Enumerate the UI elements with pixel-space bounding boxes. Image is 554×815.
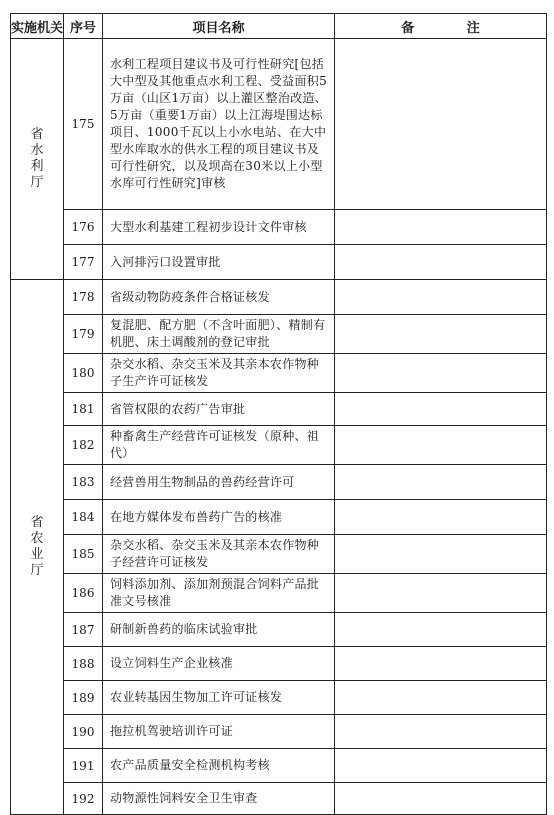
row-number: 176: [64, 210, 103, 245]
item-name: 经营兽用生物制品的兽药经营许可: [103, 465, 335, 500]
remark-cell: [335, 681, 547, 715]
table-row: [11, 613, 547, 647]
remark-cell: [335, 315, 547, 354]
row-number: 184: [64, 500, 103, 535]
header-remark: 备 注: [335, 14, 547, 39]
remark-cell: [335, 354, 547, 393]
remark-cell: [335, 465, 547, 500]
agency-cell-agriculture: 省农业厅: [11, 280, 64, 815]
agency-cell-water: 省水利厅: [11, 39, 64, 280]
remark-cell: [335, 426, 547, 465]
remark-cell: [335, 535, 547, 574]
header-item-name: 项目名称: [103, 14, 335, 39]
item-name: 研制新兽药的临床试验审批: [103, 613, 335, 647]
row-number: 175: [64, 39, 103, 210]
remark-cell: [335, 749, 547, 783]
row-number: 177: [64, 245, 103, 280]
table-row: [11, 574, 547, 613]
row-number: 190: [64, 715, 103, 749]
remark-cell: [335, 574, 547, 613]
row-number: 180: [64, 354, 103, 393]
table-row: [11, 354, 547, 393]
row-number: 186: [64, 574, 103, 613]
remark-cell: [335, 715, 547, 749]
table-header-row: [11, 14, 547, 39]
table-row: [11, 210, 547, 245]
row-number: 183: [64, 465, 103, 500]
item-name: 杂交水稻、杂交玉米及其亲本农作物种子经营许可证核发: [103, 535, 335, 574]
table-row: [11, 315, 547, 354]
item-name: 杂交水稻、杂交玉米及其亲本农作物种子生产许可证核发: [103, 354, 335, 393]
remark-cell: [335, 280, 547, 315]
item-name: 农业转基因生物加工许可证核发: [103, 681, 335, 715]
remark-cell: [335, 613, 547, 647]
item-name: 在地方媒体发布兽药广告的核准: [103, 500, 335, 535]
table-row: [11, 465, 547, 500]
row-number: 192: [64, 783, 103, 815]
remark-cell: [335, 210, 547, 245]
row-number: 189: [64, 681, 103, 715]
remark-cell: [335, 500, 547, 535]
table-row: [11, 749, 547, 783]
row-number: 191: [64, 749, 103, 783]
table-row: [11, 681, 547, 715]
table-row: [11, 39, 547, 210]
item-name: 水利工程项目建议书及可行性研究[包括大中型及其他重点水利工程、受益面积5万亩（山区1万亩）以上灌区整治改造、5万亩（重要1万亩）以上江海堤围达标项目、1000千瓦以上小水电站、在大中型水库取水的供水工程的项目建议书及可行性研究，以及坝高在30米以上小型水库可行性研究]审核: [103, 39, 335, 210]
row-number: 178: [64, 280, 103, 315]
approval-items-table: [10, 13, 547, 815]
item-name: 动物源性饲料安全卫生审查: [103, 783, 335, 815]
item-name: 设立饲料生产企业核准: [103, 647, 335, 681]
item-name: 大型水利基建工程初步设计文件审核: [103, 210, 335, 245]
row-number: 188: [64, 647, 103, 681]
table-row: [11, 500, 547, 535]
approval-items-table-sheet: [10, 13, 546, 806]
remark-cell: [335, 245, 547, 280]
item-name: 农产品质量安全检测机构考核: [103, 749, 335, 783]
table-row: [11, 393, 547, 426]
table-row: [11, 426, 547, 465]
item-name: 拖拉机驾驶培训许可证: [103, 715, 335, 749]
remark-cell: [335, 783, 547, 815]
item-name: 复混肥、配方肥（不含叶面肥）、精制有机肥、床土调酸剂的登记审批: [103, 315, 335, 354]
header-number: 序号: [64, 14, 103, 39]
item-name: 省级动物防疫条件合格证核发: [103, 280, 335, 315]
remark-cell: [335, 393, 547, 426]
row-number: 181: [64, 393, 103, 426]
table-row: [11, 647, 547, 681]
item-name: 省管权限的农药广告审批: [103, 393, 335, 426]
row-number: 187: [64, 613, 103, 647]
table-row: [11, 715, 547, 749]
item-name: 入河排污口设置审批: [103, 245, 335, 280]
remark-cell: [335, 647, 547, 681]
table-row: [11, 245, 547, 280]
item-name: 饲料添加剂、添加剂预混合饲料产品批准文号核准: [103, 574, 335, 613]
table-row: [11, 280, 547, 315]
row-number: 182: [64, 426, 103, 465]
row-number: 179: [64, 315, 103, 354]
header-agency: 实施机关: [11, 14, 64, 39]
table-row: [11, 783, 547, 815]
table-row: [11, 535, 547, 574]
row-number: 185: [64, 535, 103, 574]
remark-cell: [335, 39, 547, 210]
item-name: 种畜禽生产经营许可证核发（原种、祖代）: [103, 426, 335, 465]
